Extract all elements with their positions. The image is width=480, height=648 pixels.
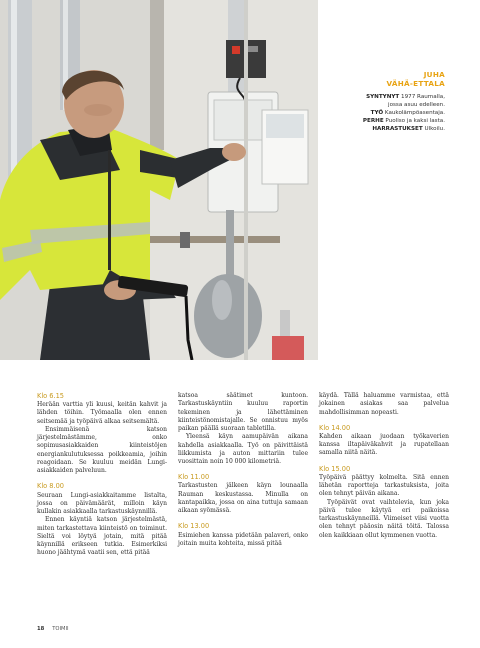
paragraph: käydä. Tällä haluamme varmistaa, että jokainen asiakas saa palvelua mahdollisimman nopeasti. [319, 392, 449, 416]
paragraph: Ennen käyntiä katson järjestelmästä, miten tarkastettava kiinteistö on toiminut. Sieltä voi löytyä jotain, mitä pitää käynnillä erikseen tutkia. Esimerkiksi huono jäähtymä vaatii sen, että pitää [37, 516, 167, 557]
section-time: Klo 14.00 [319, 423, 351, 432]
section-1400 [319, 424, 449, 458]
profile-family [330, 117, 445, 125]
profile-name-line1: JUHA [423, 70, 445, 79]
hero-photo [0, 0, 318, 360]
profile-box [330, 70, 445, 133]
column-3 [319, 392, 449, 602]
section-0615 [37, 392, 167, 475]
section-1300 [178, 522, 308, 548]
profile-hobbies [330, 125, 445, 133]
paragraph: Herään varttia yli kuusi, keitän kahvit ja lähden töihin. Työmaalla olen ennen seitsemää ja työpäivä alkaa seitsemältä. [37, 401, 167, 425]
section-0800-continued [178, 392, 308, 466]
page-footer [37, 626, 69, 632]
paragraph: Työpäivä päättyy kolmelta. Sitä ennen lähetän raportteja tarkastuksista, joita olen tehnyt päivän aikana. [319, 473, 449, 498]
section-time: Klo 15.00 [319, 464, 351, 473]
section-time: Klo 13.00 [178, 522, 210, 531]
paragraph: katsoa säätimet kuntoon. Tarkastuskäyntiin kuuluu raportin tekeminen ja lähettäminen kiinteistönomistajalle. Se onnistuu myös paikan päällä suoraan tabletilla. [178, 392, 308, 432]
profile-family-value: Puoliso ja kaksi lasta. [385, 118, 445, 124]
paragraph: Ensimmäisenä katson järjestelmästämme, onko sopimusasiakkaiden kiinteistöjen energiankulutuksessa poikkeamia, joihin reagoidaan. Se kuuluu meidän Lungi-asiakkaiden palveluun. [37, 425, 167, 475]
column-2 [178, 392, 308, 602]
page-number: 18 [37, 626, 45, 632]
profile-born-value: 1977 Raumalla, [401, 94, 445, 100]
section-1300-continued [319, 392, 449, 417]
profile-job [330, 109, 445, 117]
paragraph: Työpäivät ovat vaihtelevia, kun joka päivä tulee käytyä eri paikoissa tarkastuskäynneillä. Viimeiset viisi vuotta olen tehnyt pääosin näitä töitä. Talossa olen kaikkiaan ollut kymmenen vuotta. [319, 498, 449, 539]
column-1 [37, 392, 167, 602]
profile-born-label: SYNTYNYT [366, 94, 400, 100]
profile-hobbies-label: HARRASTUKSET [372, 126, 423, 132]
paragraph: Tarkastusten jälkeen käyn lounaalla Rauman keskustassa. Minulla on kantapaikka, jossa on aina tuttuja samaan aikaan syömässä. [178, 482, 308, 515]
profile-born [330, 93, 445, 101]
section-0800 [37, 482, 167, 557]
paragraph: Yleensä käyn aamupäivän aikana kahdella asiakkaalla. Työ on päivittäistä liikkumista ja auton mittariin tulee vuosittain noin 10 000 kilometriä. [178, 433, 308, 465]
section-time: Klo 8.00 [37, 482, 64, 491]
profile-job-value: Kaukolämpöasentaja. [384, 110, 445, 116]
section-1500 [319, 465, 449, 540]
article-columns [37, 392, 449, 602]
profile-job-label: TYÖ [370, 110, 384, 116]
magazine-name: TOIMII [52, 626, 69, 632]
profile-hobbies-value: Ulkoilu. [424, 126, 445, 132]
section-time: Klo 11.00 [178, 473, 210, 482]
profile-born-value2: jossa asuu edelleen. [388, 102, 445, 108]
paragraph: Kahden aikaan juodaan työkaverien kanssa iltapäiväkahvit ja rupatellaan samalla niitä näitä. [319, 432, 449, 457]
profile-name-line2: VÄHÄ-ETTALA [386, 79, 445, 88]
paragraph: Esimiehen kanssa pidetään palaveri, onko joitain muita kohteita, missä pitää [178, 531, 308, 547]
technician-photo-illustration [0, 0, 318, 360]
profile-family-label: PERHE [362, 118, 384, 124]
section-1100 [178, 473, 308, 515]
paragraph: Seuraan Lungi-asiakkaitamme listalta, jossa on päivämäärät, milloin käyn kullakin asiakkaalla tarkastuskäynnillä. [37, 491, 167, 516]
section-time: Klo 6.15 [37, 392, 64, 400]
